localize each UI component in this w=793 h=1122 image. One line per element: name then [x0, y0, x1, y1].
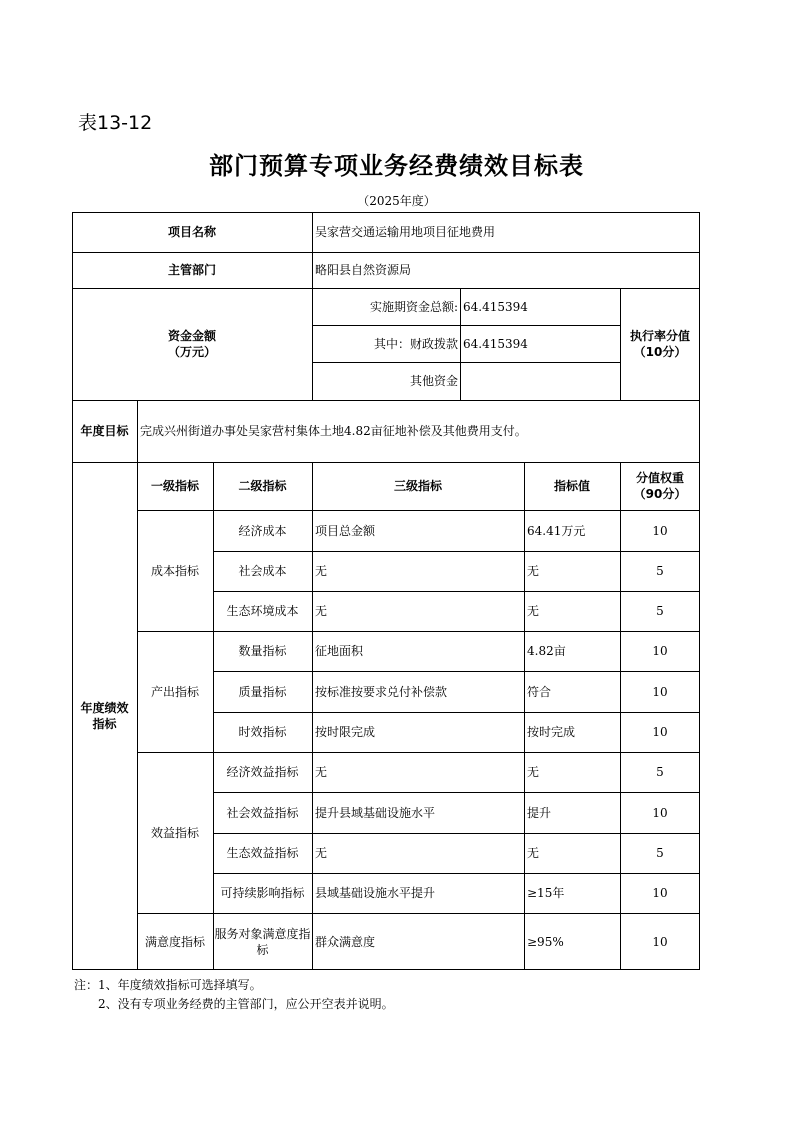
indicator-weight: 10	[652, 725, 668, 739]
header-indicator-value: 指标值	[553, 479, 590, 493]
level2-indicator: 数量指标	[238, 644, 287, 658]
budget-year: （2025年度）	[357, 194, 436, 208]
indicator-weight: 10	[652, 886, 668, 900]
level3-indicator: 征地面积	[315, 644, 364, 658]
indicator-value: ≥95%	[527, 934, 564, 949]
department-value: 略阳县自然资源局	[315, 263, 412, 277]
performance-indicators-label: 年度绩效 指标	[80, 701, 129, 731]
indicator-weight: 5	[656, 564, 664, 578]
total-funds-value: 64.415394	[463, 299, 528, 314]
other-funds-label: 其他资金	[409, 374, 458, 388]
indicator-weight: 5	[656, 846, 664, 860]
indicator-value: 无	[527, 564, 540, 578]
level1-indicator: 效益指标	[150, 825, 199, 840]
indicator-value: 按时完成	[527, 725, 576, 739]
level2-indicator: 经济效益指标	[226, 765, 299, 779]
indicator-value: 符合	[527, 684, 552, 699]
indicator-weight: 10	[652, 644, 668, 658]
funds-amount-label: 资金金额 （万元）	[167, 329, 216, 359]
level3-indicator: 无	[315, 846, 328, 860]
level2-indicator: 经济成本	[238, 523, 287, 538]
indicator-weight: 5	[656, 765, 664, 779]
indicator-value: 提升	[527, 805, 552, 820]
level3-indicator: 提升县域基础设施水平	[315, 805, 436, 820]
level3-indicator: 按时限完成	[315, 725, 376, 739]
level3-indicator: 无	[315, 564, 328, 578]
indicator-value: 4.82亩	[527, 644, 566, 658]
level2-indicator: 质量指标	[238, 684, 287, 699]
indicator-weight: 5	[656, 604, 664, 618]
project-name-value: 吴家营交通运输用地项目征地费用	[315, 225, 496, 239]
page-title: 部门预算专项业务经费绩效目标表	[209, 152, 584, 180]
level3-indicator: 项目总金额	[315, 523, 376, 538]
performance-target-table	[72, 212, 700, 970]
indicator-value: 无	[527, 846, 540, 860]
header-level1: 一级指标	[150, 479, 199, 493]
level3-indicator: 群众满意度	[315, 934, 376, 949]
indicator-weight: 10	[652, 523, 668, 538]
project-name-label: 项目名称	[167, 225, 216, 239]
level2-indicator: 社会效益指标	[226, 805, 299, 820]
indicator-value: 无	[527, 604, 540, 618]
level1-indicator: 成本指标	[150, 563, 199, 578]
level2-indicator: 可持续影响指标	[220, 886, 305, 900]
annual-goal-text: 完成兴州街道办事处吴家营村集体土地4.82亩征地补偿及其他费用支付。	[140, 424, 527, 438]
indicator-weight: 10	[652, 684, 668, 699]
level3-indicator: 县域基础设施水平提升	[315, 886, 436, 900]
level3-indicator: 无	[315, 765, 328, 779]
level2-indicator: 生态效益指标	[226, 846, 299, 860]
level1-indicator: 满意度指标	[144, 934, 205, 949]
department-label: 主管部门	[167, 263, 216, 277]
indicator-weight: 10	[652, 934, 668, 949]
indicator-value: 无	[527, 765, 540, 779]
fiscal-funds-label: 其中：财政拨款	[373, 336, 458, 351]
indicator-value: 64.41万元	[527, 523, 586, 538]
level2-indicator: 生态环境成本	[226, 604, 299, 618]
header-level3: 三级指标	[393, 479, 442, 493]
annual-goal-label: 年度目标	[80, 424, 129, 438]
indicator-weight: 10	[652, 805, 668, 820]
level3-indicator: 无	[315, 604, 328, 618]
level1-indicator: 产出指标	[150, 684, 199, 699]
footnote: 注：1、年度绩效指标可选择填写。	[74, 978, 262, 992]
table-number: 表13-12	[78, 112, 153, 134]
level2-indicator: 服务对象满意度指标	[214, 926, 311, 957]
other-funds-value	[460, 362, 620, 400]
fiscal-funds-value: 64.415394	[463, 336, 528, 351]
indicator-value: ≥15年	[527, 886, 565, 900]
header-weight: 分值权重 （90分）	[633, 471, 687, 501]
level2-indicator: 社会成本	[238, 564, 287, 578]
footnote: 2、没有专项业务经费的主管部门，应公开空表并说明。	[98, 997, 394, 1011]
header-level2: 二级指标	[238, 479, 287, 493]
level2-indicator: 时效指标	[238, 725, 287, 739]
total-funds-label: 实施期资金总额:	[369, 299, 458, 314]
level3-indicator: 按标准按要求兑付补偿款	[315, 684, 448, 699]
execution-rate-label: 执行率分值 （10分）	[629, 329, 690, 359]
footnotes	[74, 976, 394, 1014]
